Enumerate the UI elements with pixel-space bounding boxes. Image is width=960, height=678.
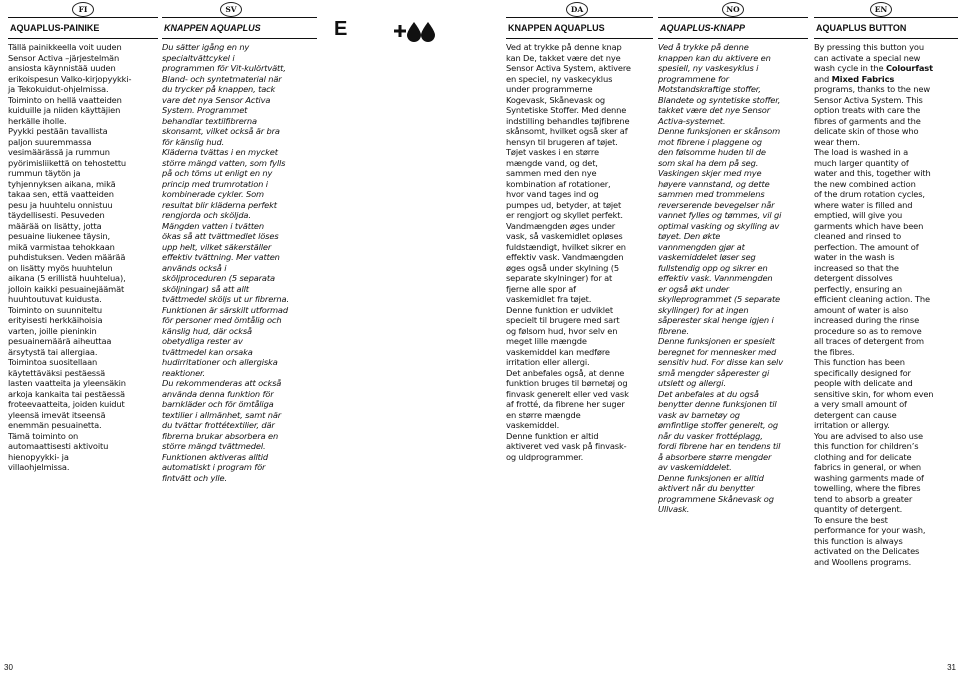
page-left [0, 0, 470, 678]
section-heading-fi: AQUAPLUS-PAINIKE [8, 17, 158, 39]
section-body-da: Ved at trykke på denne knap kan De, takket være det nye Sensor Activa System, aktivere en speciel, ny vaskecyklus under programmerne Kogevask, Skånevask og Syntetiske Stoffer. Med denne indstilling behandles tøjfibrene skånsomt, hvilket også sker af hensyn til brugeren af tøjet. Tøjet vaskes i en større mængde vand, og det, sammen med den nye kombination af rotationer, hvor vand tages ind og pumpes ud, betyder, at tøjet er rengjort og skyllet perfekt. Vandmængden øges under vask, så vaskemidlet opløses fuldstændigt, hvilket sikrer en effektiv vask. Vandmængden øges også under skylning (5 separate skylninger) for at fjerne alle spor af vaskemidlet fra tøjet. Denne funktion er udviklet specielt til brugere med sart og følsom hud, hvor selv en meget lille mængde vaskemiddel kan medføre irritation eller allergi. Det anbefales også, at denne funktion bruges til børnetøj og finvask generelt eller ved vask af frotté, da fibrene her suger en større mængde vaskemiddel. Denne funktion er altid aktiveret ved vask på finvask- og uldprogrammer. [506, 42, 631, 462]
section-body-en [814, 42, 958, 567]
program-name-mixed-fabrics: Mixed Fabrics [831, 73, 895, 84]
language-badge-sv: SV [220, 2, 242, 17]
page-right [490, 0, 960, 678]
language-badge-en: EN [870, 2, 892, 17]
page-number-left: 30 [4, 663, 13, 672]
section-heading-en: AQUAPLUS BUTTON [814, 17, 958, 39]
program-letter-e: E [334, 18, 348, 40]
section-heading-da: KNAPPEN AQUAPLUS [506, 17, 653, 39]
section-body-sv: Du sätter igång en ny specialtvättcykel i programmen för Vit-kulörtvätt, Bland- och syntetmaterial när du trycker på knappen, tack vare det nya Sensor Activa System. Programmet behandlar textilfibrerna skonsamt, vilket också är bra för känslig hud. Kläderna tvättas i en mycket större mängd vatten, som fylls på och töms ut enligt en ny princip med trumrotation i kombinerade cykler. Som resultat blir kläderna perfekt rengjorda och sköljda. Mängden vatten i tvätten ökas så att tvättmedlet löses upp helt, vilket säkerställer effektiv tvättning. Mer vatten används också i sköljproceduren (5 separata sköljningar) så att allt tvättmedel sköljs ut ur fibrerna. Funktionen är särskilt utformad för personer med ömtålig och känslig hud, där också obetydliga rester av tvättmedel kan orsaka hudirritationer och allergiska reaktioner. Du rekommenderas att också använda denna funktion för barnkläder och för ömtåliga textilier i allmänhet, samt när du tvättar frottétextilier, där fibrerna brukar absorbera en större mängd tvättmedel. Funktionen aktiveras alltid automatiskt i program för fintvätt och ylle. [162, 42, 289, 483]
language-badge-da: DA [566, 2, 588, 17]
body-text: and [814, 73, 830, 84]
page-number-right: 31 [947, 663, 956, 672]
section-heading-sv: KNAPPEN AQUAPLUS [162, 17, 317, 39]
section-body-fi: Tällä painikkeella voit uuden Sensor Activa –järjestelmän ansiosta käynnistää uuden erikoispesun Valko-kirjopyykki- ja Tekokuidut-ohjelmissa. Toiminto on hellä vaatteiden kuiduille ja niiden käyttäjien herkälle iholle. Pyykki pestään tavallista paljon suuremmassa vesimäärässä ja rummun pyörimisliikettä on tehostettu rummun täytön ja tyhjennyksen aikana, mikä takaa sen, että vaatteiden pesu ja huuhtelu onnistuu täydellisesti. Pesuveden määrää on lisätty, jotta pesuaine liukenee täysin, mikä varmistaa tehokkaan puhdistuksen. Veden määrää on lisätty myös huuhtelun aikana (5 erillistä huuhtelua), jolloin kaikki pesuainejäämät huuhtoutuvat kuidusta. Toiminto on suunniteltu erityisesti herkkäihoisia varten, joille pieninkin pesuainemäärä aiheuttaa ärsytystä tai allergiaa. Toimintoa suositellaan käytettäväksi pestäessä lasten vaatteita ja yleensäkin arkoja kankaita tai pestäessä froteevaatteita, joiden kuidut yleensä imevät itseensä enemmän pesuainetta. Tämä toiminto on automaattisesti aktivoitu hienopyykki- ja villaohjelmissa. [8, 42, 132, 472]
section-body-no: Ved å trykke på denne knappen kan du aktivere en spesiell, ny vaskesyklus i programmene for Motstandskraftige stoffer, Blandete og syntetiske stoffer, takket være det nye Sensor Activa-systemet. Denne funksjonen er skånsom mot fibrene i plaggene og den følsomme huden til de som skal ha dem på seg. Vaskingen skjer med mye høyere vannstand, og dette sammen med trommelens reverserende bevegelser når vannet fylles og tømmes, vil gi optimal vasking og skylling av tøyet. Den økte vannmengden gjør at vaskemiddelet løser seg fullstendig opp og sikrer en effektiv vask. Vannmengden er også økt under skylleprogrammet (5 separate skyllinger) for at ingen såperester skal henge igjen i fibrene. Denne funksjonen er spesielt beregnet for mennesker med sensitiv hud. For disse kan selv små mengder såperester gi utslett og allergi. Det anbefales at du også benytter denne funksjonen til vask av barnetøy og ømfintlige stoffer generelt, og når du vasker frottéplagg, fordi fibrene har en tendens til å absorbere større mengder av vaskemiddelet. Denne funksjonen er alltid aktivert når du benytter programmene Skånevask og Ullvask. [658, 42, 783, 514]
section-heading-no: AQUAPLUS-KNAPP [658, 17, 808, 39]
body-text: By pressing this button you can activate a special new wash cycle in the [814, 42, 924, 73]
language-badge-fi: FI [72, 2, 94, 17]
language-badge-no: NO [722, 2, 744, 17]
body-text: programs, thanks to the new Sensor Activa System. This option treats with care the fibres of garments and the delicate skin of those who wear them. The load is washed in a much larger quantity of water and this, together with the new combined action of the drum rotation cycles, where water is filled and emptied, will give you garments which have been cleaned and rinsed to perfection. The amount of water in the wash is increased so that the detergent dissolves perfectly, ensuring an efficient cleaning action. The amount of water is also increased during the rinse procedure so as to remove all traces of detergent from the fibres. This function has been specifically designed for people with delicate and sensitive skin, for whom even a very small amount of detergent can cause irritation or allergy. You are advised to also use this function for children’s clothing and for delicate fabrics in general, or when washing garments made of towelling, where the fibres tend to absorb a greater quantity of detergent. To ensure the best performance for your wash, this function is always activated on the Delicates and Woollens programs. [814, 84, 934, 567]
temperature-drops-icon [392, 20, 438, 42]
program-name-colourfast: Colourfast [885, 63, 933, 73]
